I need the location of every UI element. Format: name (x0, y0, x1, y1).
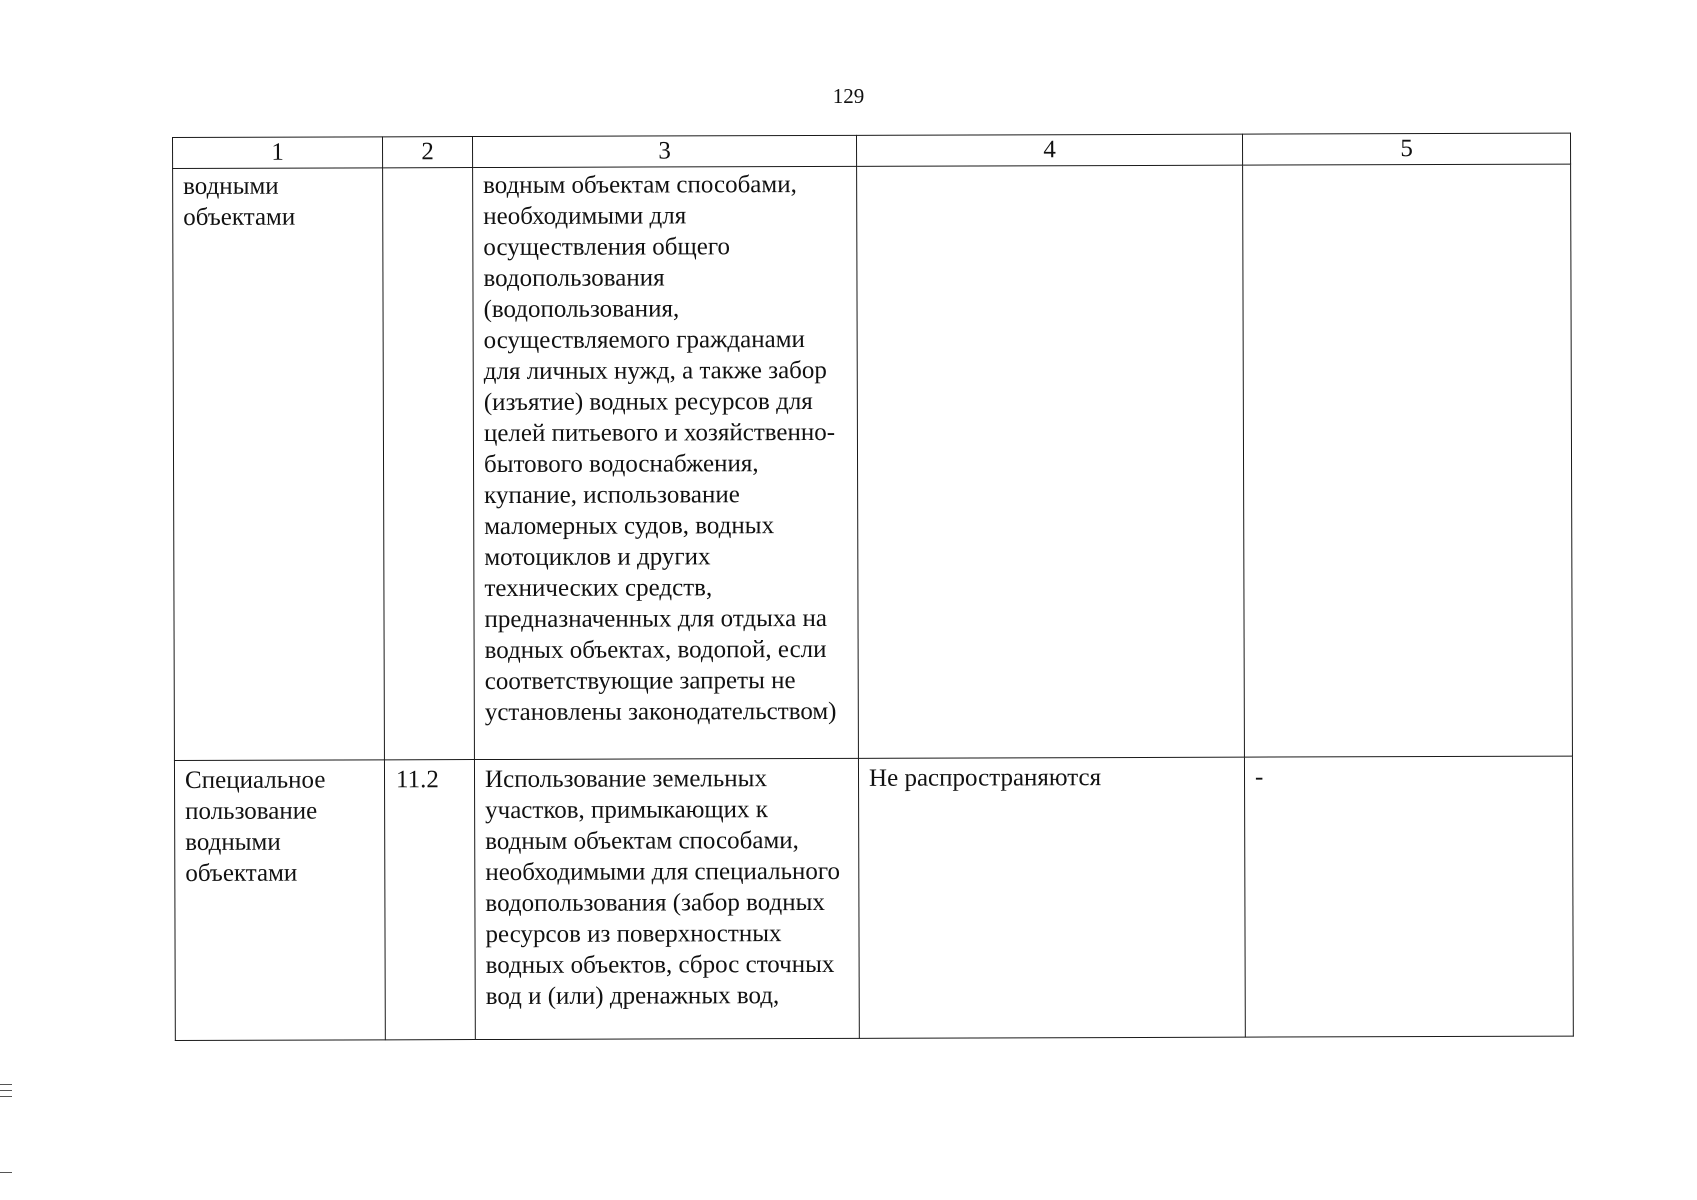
page-number: 129 (832, 84, 865, 108)
table-header-row (173, 133, 1571, 168)
header-col-1: 1 (173, 137, 383, 169)
land-use-table (172, 133, 1574, 1041)
row2-description: Использование земельных участков, примыкающих к водным объектам способами, необходимыми для специального водопользования (забор водных ресурсов из поверхностных водных объектов, сброс сточных вод и (или) дренажных вод, (474, 758, 859, 1039)
margin-mark (0, 1084, 12, 1085)
row1-parameters (857, 165, 1245, 758)
row1-use-name: водными объектами (173, 168, 385, 761)
header-col-4: 4 (856, 134, 1242, 166)
row2-parameters: Не распространяются (858, 757, 1245, 1038)
row1-notes (1243, 164, 1573, 757)
header-col-5: 5 (1242, 133, 1570, 165)
row2-code: 11.2 (384, 760, 475, 1040)
header-col-3: 3 (473, 135, 857, 167)
row2-use-name: Специальное пользование водными объектами (174, 760, 385, 1041)
table-row (174, 756, 1573, 1040)
row2-notes: - (1244, 756, 1573, 1037)
header-col-2: 2 (383, 137, 473, 168)
margin-mark (0, 1090, 12, 1091)
row1-description: водным объектам способами, необходимыми для осуществления общего водопользования (водопользования, осуществляемого гражданами для личных нужд, а также забор (изъятие) водных ресурсов для целей питьевого и хозяйственно-бытового водоснабжения, купание, использование маломерных судов, водных мотоциклов и других технических средств, предназначенных для отдыха на водных объектах, водопой, если соответствующие запреты не установлены законодательством) (473, 166, 859, 759)
margin-mark (0, 1096, 12, 1097)
table-row (173, 164, 1573, 760)
margin-mark (0, 1172, 12, 1173)
row1-code (383, 168, 475, 760)
